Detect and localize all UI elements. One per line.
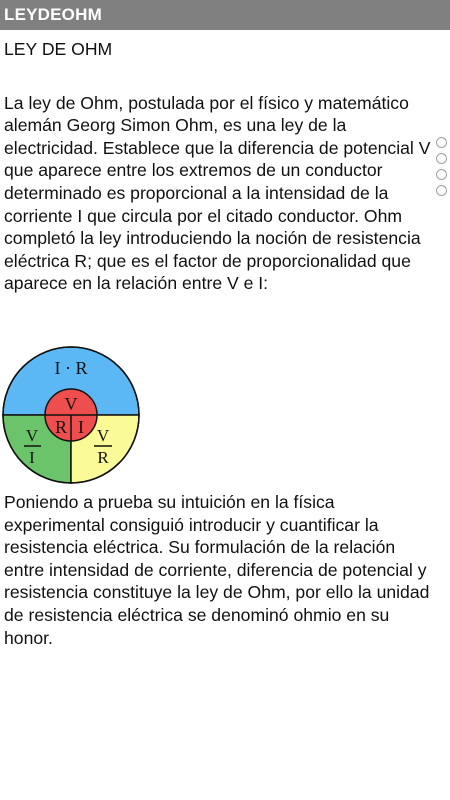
diagram-center-left-label: R xyxy=(54,417,68,437)
article-paragraph-1: La ley de Ohm, postulada por el físico y matemático alemán Georg Simon Ohm, es una ley de la electricidad. Establece que la diferencia de potencial V que aparece entre los extremos de un conductor determinado es proporcional a la intensidad de la corriente I que circula por el citado conductor. Ohm completó la ley introduciendo la noción de resistencia eléctrica R; que es el factor de proporcionalidad que aparece en la relación entre V e I: xyxy=(4,92,431,294)
article-body xyxy=(4,38,436,295)
diagram-center-right-label: I xyxy=(78,417,84,437)
ohm-law-diagram xyxy=(0,344,142,486)
diagram-left-numerator: V xyxy=(25,426,39,445)
scroll-indicator-dot-2[interactable] xyxy=(436,153,447,164)
diagram-right-numerator: V xyxy=(96,426,110,445)
scroll-indicator-dot-1[interactable] xyxy=(436,137,447,148)
article-paragraph-2: Poniendo a prueba su intuición en la física experimental consiguió introducir y cuantificar la resistencia eléctrica. Su formulación de la relación entre intensidad de corriente, diferencia de potencial y resistencia constituye la ley de Ohm, por ello la unidad de resistencia eléctrica se denominó ohmio en su honor. xyxy=(4,492,430,648)
app-title: LEYDEOHM xyxy=(4,5,102,24)
diagram-center-top-label: V xyxy=(64,394,78,414)
app-title-bar xyxy=(0,0,450,30)
diagram-top-label: I · R xyxy=(54,358,88,378)
diagram-left-denominator: I xyxy=(29,448,35,467)
scroll-indicator-dot-3[interactable] xyxy=(436,169,447,180)
diagram-right-denominator: R xyxy=(97,448,109,467)
article-heading: LEY DE OHM xyxy=(4,39,113,59)
ohm-law-circle xyxy=(0,344,142,486)
scroll-indicator-dot-4[interactable] xyxy=(436,185,447,196)
